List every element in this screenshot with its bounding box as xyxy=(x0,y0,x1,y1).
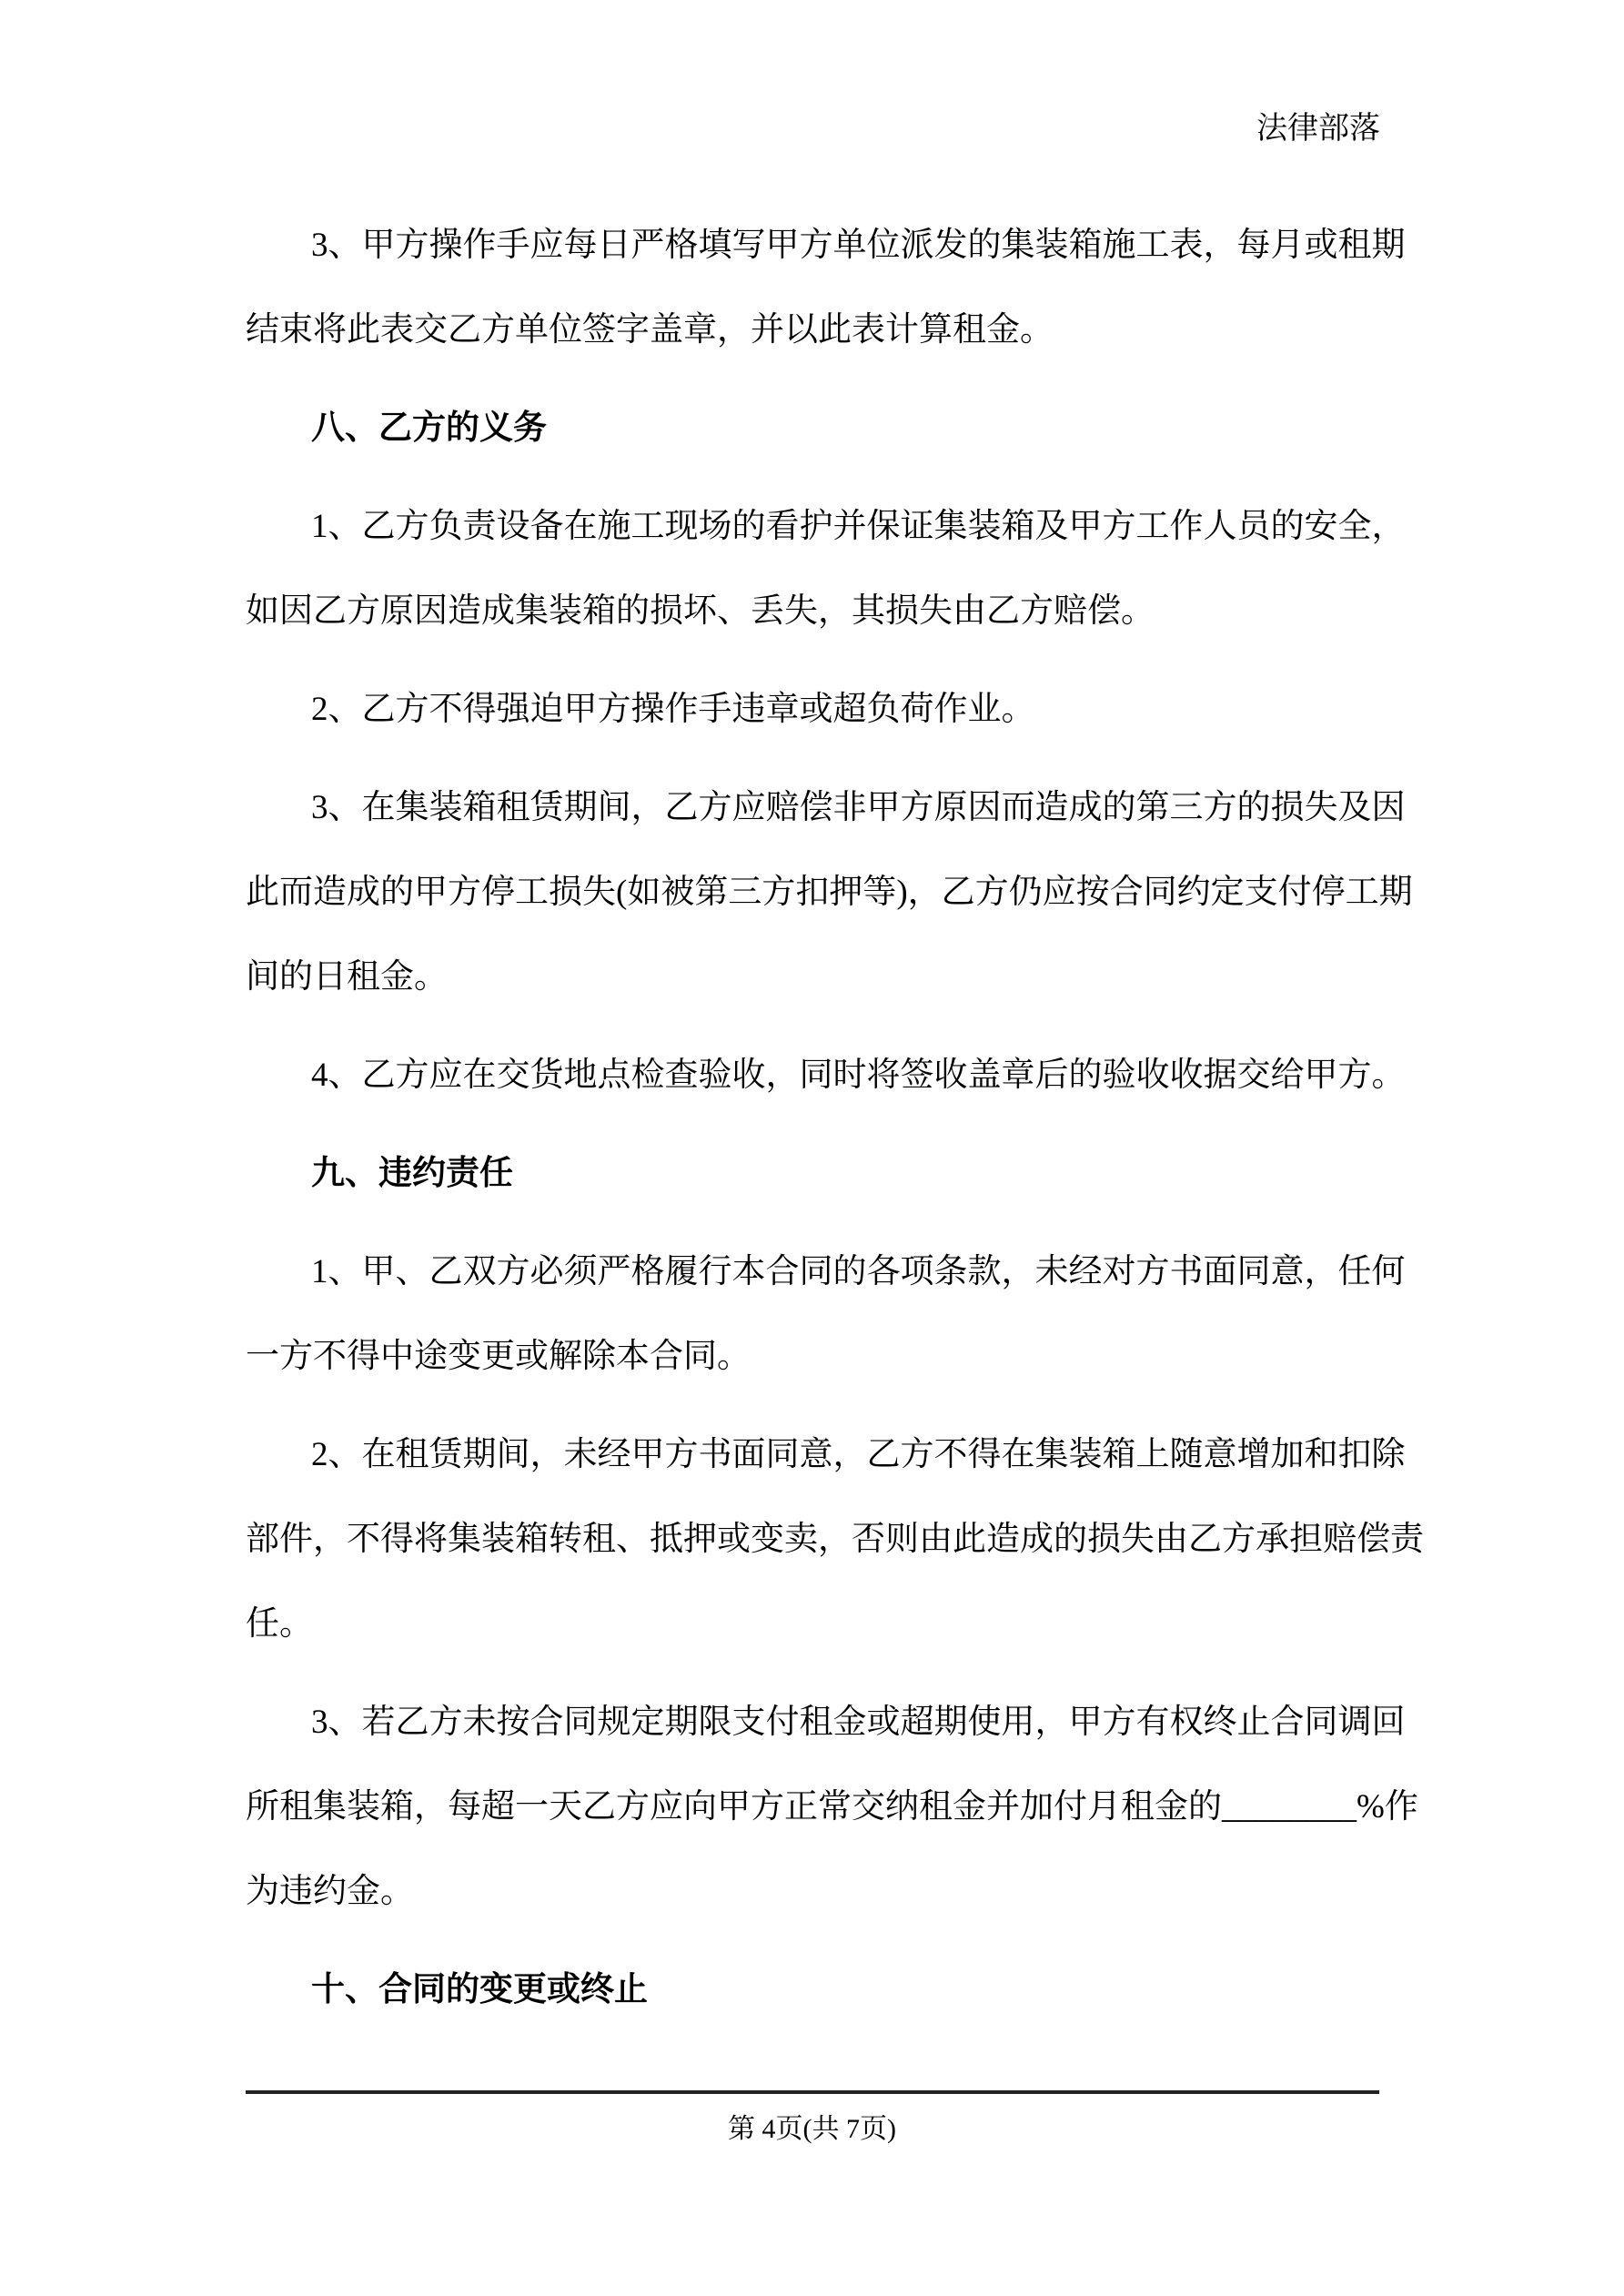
document-line: 八、乙方的义务 xyxy=(311,409,547,447)
document-line: 1、乙方负责设备在施工现场的看护并保证集装箱及甲方工作人员的安全， xyxy=(311,507,1406,545)
page-number: 第 4页(共 7页) xyxy=(728,2114,896,2144)
paragraph xyxy=(246,663,1465,747)
document-line: 结束将此表交乙方单位签字盖章，并以此表计算租金。 xyxy=(246,310,1054,349)
document-line: 此而造成的甲方停工损失(如被第三方扣押等)，乙方仍应按合同约定支付停工期 xyxy=(246,873,1413,911)
section-heading xyxy=(246,1943,1465,2028)
document-line: 任。 xyxy=(246,1604,313,1643)
document-line: 如因乙方原因造成集装箱的损坏、丢失，其损失由乙方赔偿。 xyxy=(246,592,1155,630)
document-line: 所租集装箱，每超一天乙方应向甲方正常交纳租金并加付月租金的________%作 xyxy=(246,1787,1418,1826)
document-body xyxy=(246,198,1465,2028)
page-footer xyxy=(0,2111,1624,2148)
document-line: 3、在集装箱租赁期间，乙方应赔偿非甲方原因而造成的第三方的损失及因 xyxy=(311,788,1406,826)
paragraph xyxy=(246,1225,1465,1394)
document-line: 1、甲、乙双方必须严格履行本合同的各项条款，未经对方书面同意，任何 xyxy=(311,1252,1406,1290)
footer-divider xyxy=(246,2090,1379,2094)
document-line: 2、在租赁期间，未经甲方书面同意，乙方不得在集装箱上随意增加和扣除 xyxy=(311,1435,1406,1473)
document-line: 九、违约责任 xyxy=(311,1154,513,1192)
document-line: 为违约金。 xyxy=(246,1872,414,1910)
document-line: 十、合同的变更或终止 xyxy=(311,1970,648,2008)
document-line: 3、若乙方未按合同规定期限支付租金或超期使用，甲方有权终止合同调回 xyxy=(311,1703,1406,1741)
document-line: 2、乙方不得强迫甲方操作手违章或超负荷作业。 xyxy=(311,690,1035,728)
paragraph xyxy=(246,1408,1465,1662)
document-line: 部件，不得将集装箱转租、抵押或变卖，否则由此造成的损失由乙方承担赔偿责 xyxy=(246,1520,1424,1558)
paragraph xyxy=(246,1028,1465,1113)
document-line: 4、乙方应在交货地点检查验收，同时将签收盖章后的验收收据交给甲方。 xyxy=(311,1056,1406,1094)
paragraph xyxy=(246,761,1465,1015)
document-line: 间的日租金。 xyxy=(246,957,448,996)
document-line: 一方不得中途变更或解除本合同。 xyxy=(246,1337,751,1375)
paragraph xyxy=(246,1675,1465,1929)
site-watermark: 法律部落 xyxy=(1256,112,1380,146)
section-heading xyxy=(246,381,1465,466)
section-heading xyxy=(246,1127,1465,1211)
paragraph xyxy=(246,480,1465,649)
document-line: 3、甲方操作手应每日严格填写甲方单位派发的集装箱施工表，每月或租期 xyxy=(311,226,1406,264)
paragraph xyxy=(246,198,1465,368)
